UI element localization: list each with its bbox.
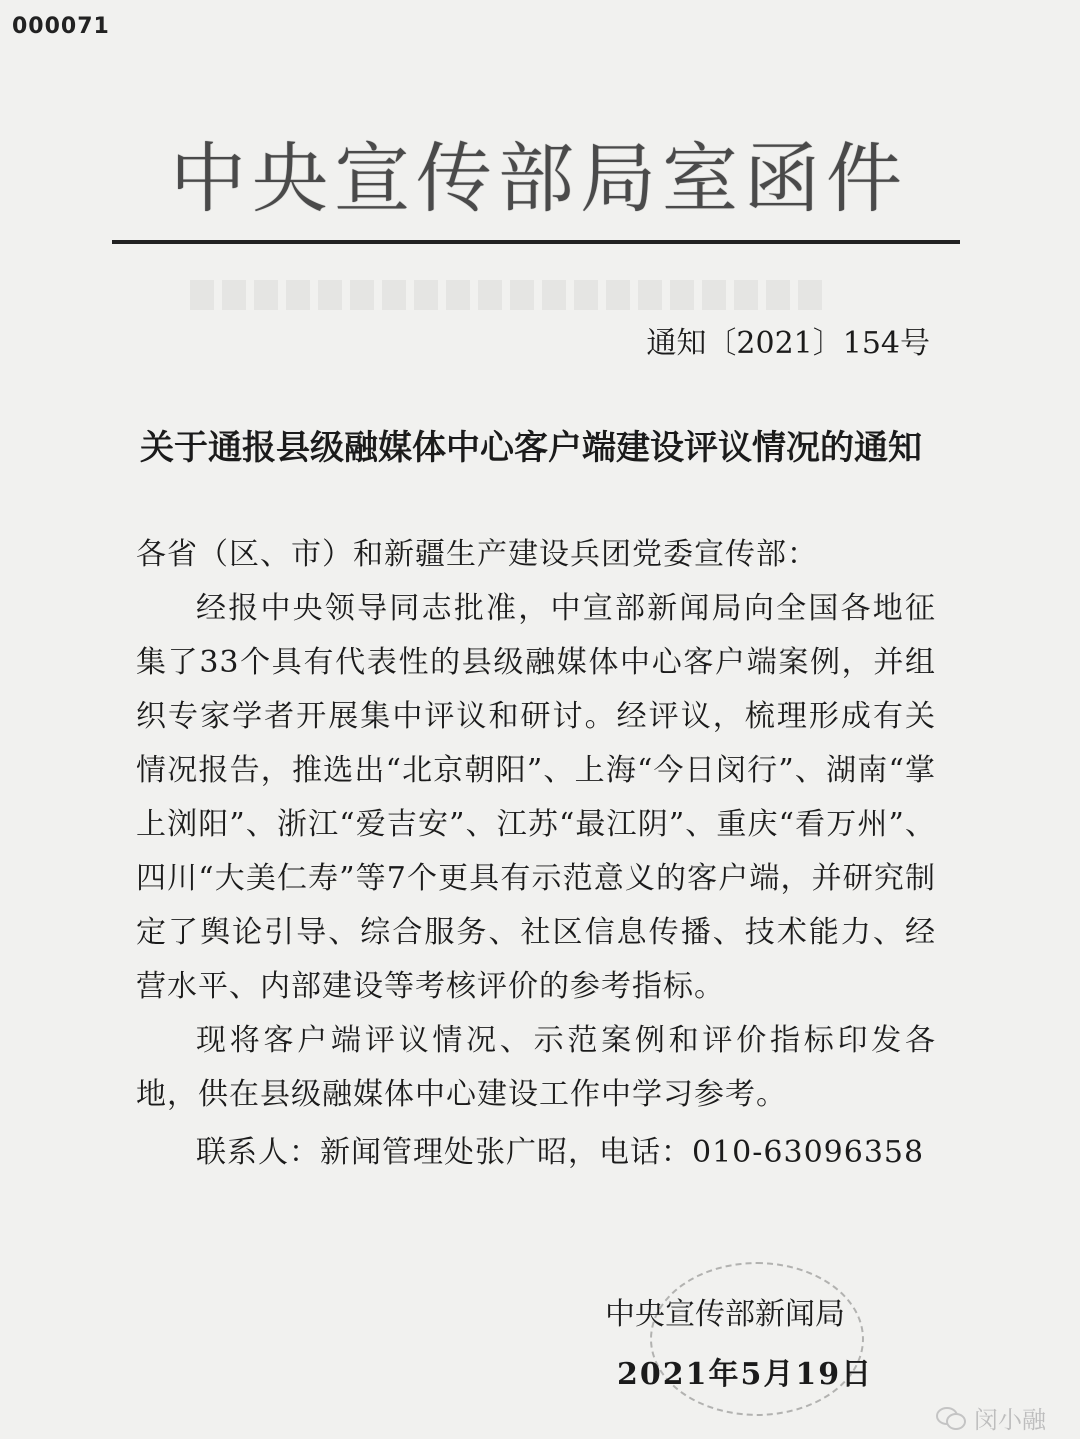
document-title: 关于通报县级融媒体中心客户端建设评议情况的通知	[140, 428, 922, 468]
letterhead-rule	[112, 240, 960, 244]
letterhead-title: 中央宣传部局室函件	[170, 134, 908, 223]
wechat-icon	[936, 1407, 966, 1429]
signature-org: 中央宣传部新闻局	[605, 1297, 845, 1332]
body-paragraph-2: 现将客户端评议情况、示范案例和评价指标印发各地，供在县级融媒体中心建设工作中学习参考。	[136, 1023, 936, 1112]
signature-block	[605, 1285, 905, 1405]
watermark-text: 闵小融	[974, 1406, 1046, 1434]
document-number: 通知〔2021〕154号	[646, 326, 930, 361]
signature-date: 2021年5月19日	[617, 1357, 874, 1392]
body-paragraph-1: 经报中央领导同志批准，中宣部新闻局向全国各地征集了33个具有代表性的县级融媒体中心客户端案例，并组织专家学者开展集中评议和研讨。经评议，梳理形成有关情况报告，推选出“北京朝阳”、上海“今日闵行”、湖南“掌上浏阳”、浙江“爱吉安”、江苏“最江阴”、重庆“看万州”、四川“大美仁寿”等7个更具有示范意义的客户端，并研究制定了舆论引导、综合服务、社区信息传播、技术能力、经营水平、内部建设等考核评价的参考指标。	[136, 591, 936, 1004]
contact-line: 联系人：新闻管理处张广昭，电话：010-63096358	[196, 1135, 925, 1170]
salutation: 各省（区、市）和新疆生产建设兵团党委宣传部：	[136, 537, 818, 572]
page-number: 000071	[12, 14, 110, 39]
watermark	[936, 1400, 1046, 1435]
show-through-text	[190, 280, 830, 310]
document-body	[136, 528, 936, 1180]
